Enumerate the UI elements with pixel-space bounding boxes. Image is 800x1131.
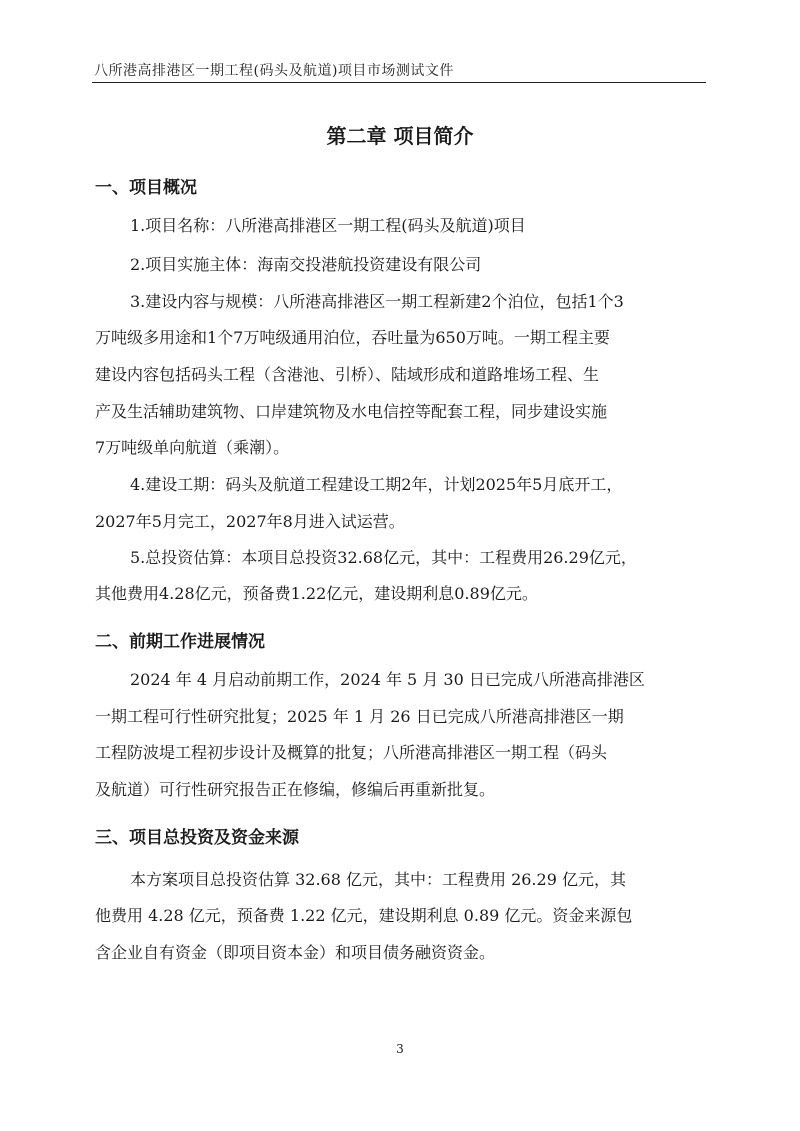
paragraph-line: 建设内容包括码头工程（含港池、引桥）、陆域形成和道路堆场工程、生 xyxy=(95,365,600,384)
paragraph-line: 产及生活辅助建筑物、口岸建筑物及水电信控等配套工程，同步建设实施 xyxy=(95,402,608,421)
section-heading-investment: 三、项目总投资及资金来源 xyxy=(95,828,299,848)
paragraph-line: 1.项目名称：八所港高排港区一期工程(码头及航道)项目 xyxy=(130,216,526,235)
section-heading-progress: 二、前期工作进展情况 xyxy=(95,632,265,652)
section-heading-overview: 一、项目概况 xyxy=(95,178,197,198)
paragraph-line: 2.项目实施主体：海南交投港航投资建设有限公司 xyxy=(130,255,482,274)
paragraph-line: 3.建设内容与规模：八所港高排港区一期工程新建2个泊位，包括1个3 xyxy=(130,292,624,311)
paragraph-line: 一期工程可行性研究批复；2025 年 1 月 26 日已完成八所港高排港区一期 xyxy=(95,707,624,726)
paragraph-line: 他费用 4.28 亿元，预备费 1.22 亿元，建设期利息 0.89 亿元。资金来源包 xyxy=(95,906,633,925)
page-header xyxy=(92,56,706,83)
running-title: 八所港高排港区一期工程(码头及航道)项目市场测试文件 xyxy=(94,63,454,79)
paragraph-line: 及航道）可行性研究报告正在修编，修编后再重新批复。 xyxy=(95,780,496,799)
paragraph-line: 工程防波堤工程初步设计及概算的批复；八所港高排港区一期工程（码头 xyxy=(95,743,608,762)
page-number: 3 xyxy=(396,1042,404,1056)
chapter-title: 第二章 项目简介 xyxy=(326,124,474,148)
paragraph-line: 2027年5月完工，2027年8月进入试运营。 xyxy=(95,512,405,531)
paragraph-line: 含企业自有资金（即项目资本金）和项目债务融资资金。 xyxy=(95,943,496,962)
paragraph-line: 万吨级多用途和1个7万吨级通用泊位，吞吐量为650万吨。一期工程主要 xyxy=(95,328,610,347)
paragraph-line: 4.建设工期：码头及航道工程建设工期2年，计划2025年5月底开工， xyxy=(130,475,623,494)
paragraph-line: 7万吨级单向航道（乘潮）。 xyxy=(95,438,290,457)
paragraph-line: 本方案项目总投资估算 32.68 亿元，其中：工程费用 26.29 亿元，其 xyxy=(130,870,626,889)
paragraph-line: 其他费用4.28亿元，预备费1.22亿元，建设期利息0.89亿元。 xyxy=(95,584,538,603)
paragraph-line: 2024 年 4 月启动前期工作，2024 年 5 月 30 日已完成八所港高排港区 xyxy=(130,670,645,689)
paragraph-line: 5.总投资估算：本项目总投资32.68亿元，其中：工程费用26.29亿元， xyxy=(130,548,637,567)
